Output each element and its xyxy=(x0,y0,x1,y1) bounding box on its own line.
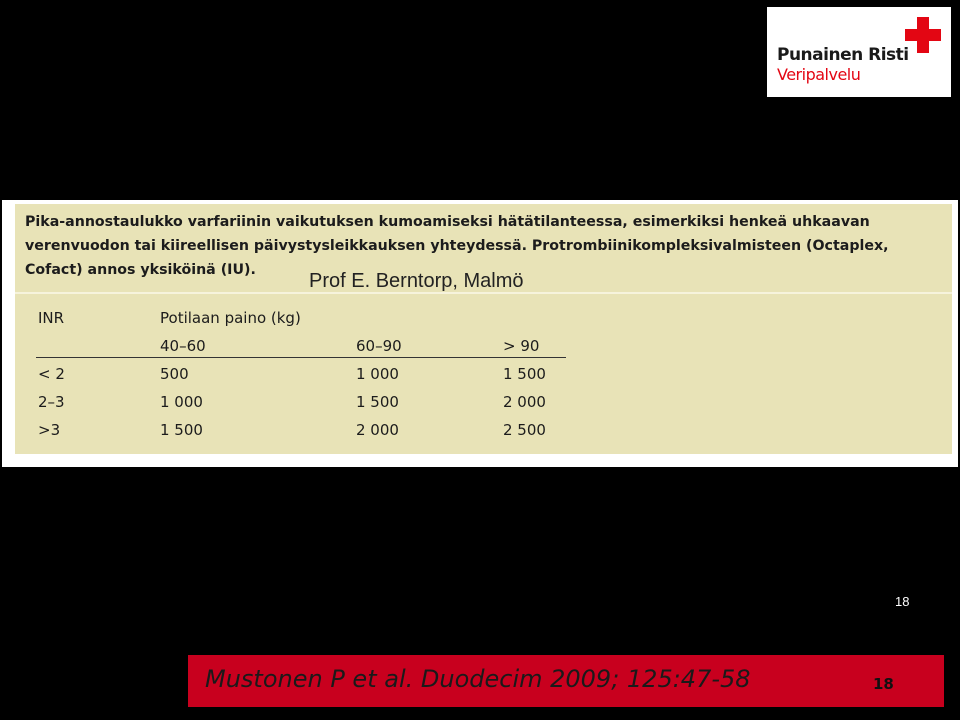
row-inr-label: < 2 xyxy=(38,365,65,383)
page-number: 18 xyxy=(895,594,910,609)
row-inr-label: 2–3 xyxy=(38,393,65,411)
citation-text: Mustonen P et al. Duodecim 2009; 125:47-58 xyxy=(205,665,751,693)
header-weight: Potilaan paino (kg) xyxy=(160,309,301,327)
table-cell: 2 500 xyxy=(503,421,546,439)
table-cell: 1 000 xyxy=(356,365,399,383)
table-cell: 2 000 xyxy=(503,393,546,411)
red-cross-icon xyxy=(905,17,941,53)
weight-column-header: > 90 xyxy=(503,337,540,355)
weight-column-header: 60–90 xyxy=(356,337,402,355)
table-rule xyxy=(36,357,566,358)
table-cell: 1 500 xyxy=(160,421,203,439)
citation-number: 18 xyxy=(873,675,894,693)
attribution-text: Prof E. Berntorp, Malmö xyxy=(309,270,524,292)
weight-column-header: 40–60 xyxy=(160,337,206,355)
header-inr: INR xyxy=(38,309,65,327)
citation-bar xyxy=(188,655,944,707)
table-cell: 500 xyxy=(160,365,189,383)
row-inr-label: >3 xyxy=(38,421,61,439)
table-caption: Pika-annostaulukko varfariinin vaikutuksen kumoamiseksi hätätilanteessa, esimerkiksi henkeä uhkaavan verenvuodon tai kiireellisen päivystysleikkauksen yhteydessä. Protrombiinikompleksivalmisteen (Octaplex, Cofact) annos yksiköinä (IU). xyxy=(25,214,889,278)
table-cell: 2 000 xyxy=(356,421,399,439)
table-cell: 1 500 xyxy=(503,365,546,383)
logo-name: Punainen Risti xyxy=(777,45,909,65)
red-cross-logo xyxy=(767,7,951,97)
table-cell: 1 000 xyxy=(160,393,203,411)
dosing-table-panel xyxy=(15,204,952,454)
logo-subname: Veripalvelu xyxy=(777,65,861,84)
table-cell: 1 500 xyxy=(356,393,399,411)
